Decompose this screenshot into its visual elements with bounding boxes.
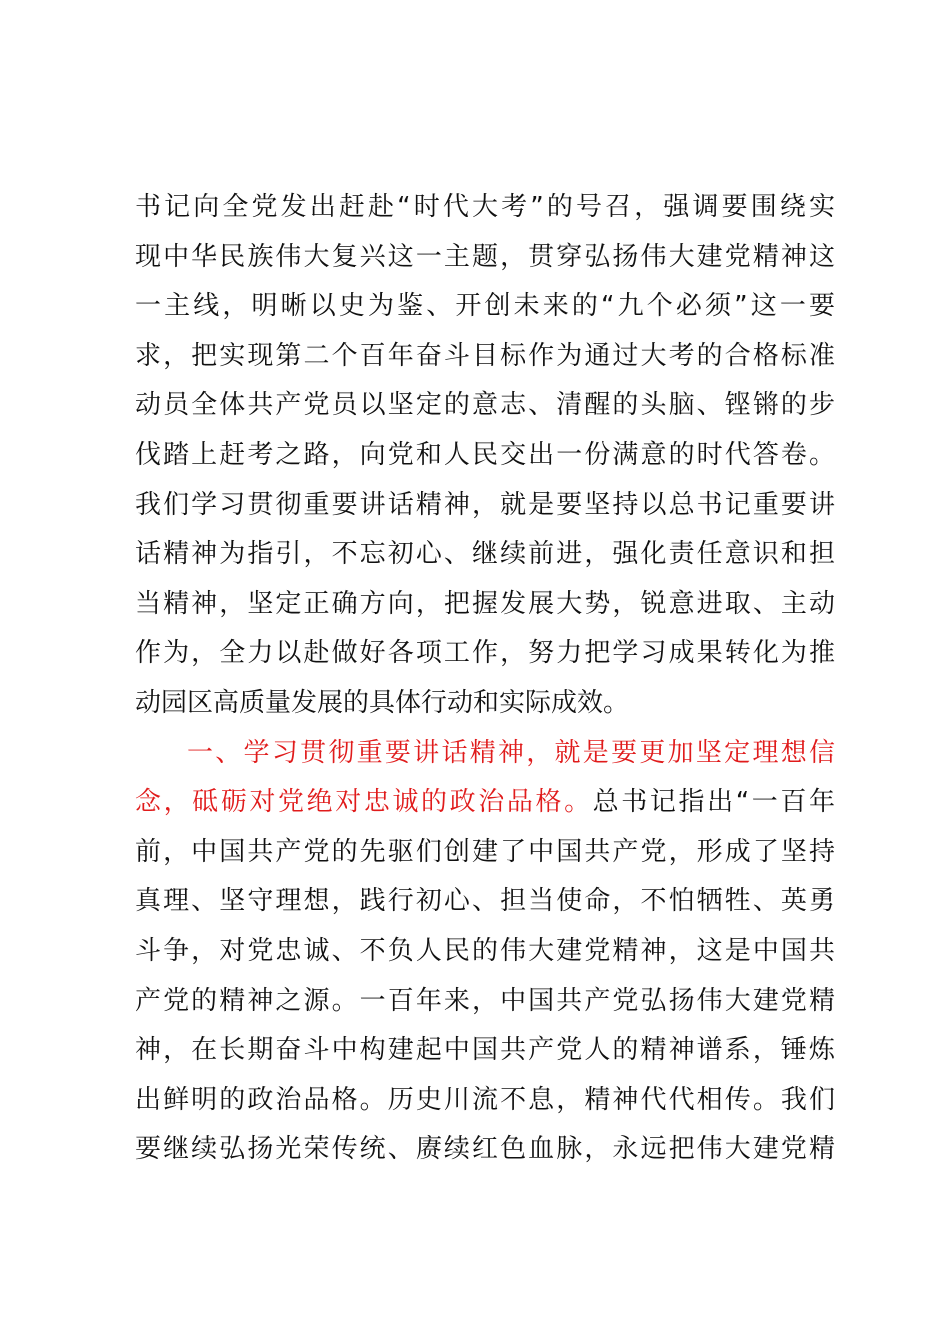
text-line: 要继续弘扬光荣传统、赓续红色血脉，永远把伟大建党精 [135,1134,835,1165]
body-text [135,183,835,1175]
text-line: 出鲜明的政治品格。历史川流不息，精神代代相传。我们 [135,1084,835,1115]
text-line: 书记向全党发出赶赴“时代大考”的号召，强调要围绕实 [135,192,835,222]
text-line: 神，在长期奋斗中构建起中国共产党人的精神谱系，锤炼 [135,1035,835,1066]
text-line: 真理、坚守理想，践行初心、担当使命，不怕牺牲、英勇 [135,886,835,917]
text-line: 产党的精神之源。一百年来，中国共产党弘扬伟大建党精 [135,985,835,1016]
section-heading-line: 一、学习贯彻重要讲话精神，就是要更加坚定理想信 [187,737,835,768]
text-line: 斗争，对党忠诚、不负人民的伟大建党精神，这是中国共 [135,935,835,966]
text-line: 动员全体共产党员以坚定的意志、清醒的头脑、铿锵的步 [135,390,835,421]
text-line: 现中华民族伟大复兴这一主题，贯穿弘扬伟大建党精神这 [135,241,835,272]
text-line: 一主线，明晰以史为鉴、开创未来的“九个必须”这一要 [135,291,835,322]
text-line: 求，把实现第二个百年奋斗目标作为通过大考的合格标准 [135,340,835,371]
section-heading-line-mixed [135,778,835,828]
section-text-continuation: 总书记指出“一百年 [592,787,835,818]
text-line: 我们学习贯彻重要讲话精神，就是要坚持以总书记重要讲 [135,489,835,520]
text-line: 作为，全力以赴做好各项工作，努力把学习成果转化为推 [135,638,835,669]
text-line: 话精神为指引，不忘初心、继续前进，强化责任意识和担 [135,539,835,570]
section-heading-continuation: 念，砥砺对党绝对忠诚的政治品格。 [135,787,593,818]
text-line: 动园区高质量发展的具体行动和实际成效。 [135,687,630,718]
text-line: 当精神，坚定正确方向，把握发展大势，锐意进取、主动 [135,588,835,619]
text-line: 前，中国共产党的先驱们创建了中国共产党，形成了坚持 [135,836,835,867]
text-line: 伐踏上赶考之路，向党和人民交出一份满意的时代答卷。 [135,439,835,470]
